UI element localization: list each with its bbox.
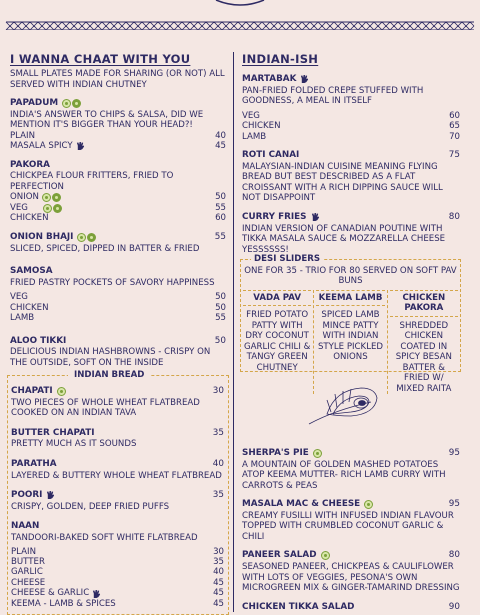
menu-item-poori: POORI 35 CRISPY, GOLDEN, DEEP FRIED PUFFS [11, 490, 224, 512]
menu-item-paratha: PARATHA 40 LAYERED & BUTTERY WHOLE WHEAT FLATBREAD [11, 458, 224, 481]
veg-leaf-icon [62, 99, 71, 108]
veg-leaf-icon [42, 193, 51, 202]
section-heading-indian-ish: INDIAN-ISH [242, 52, 319, 66]
item-option: MASALA SPICY 45 [10, 141, 226, 152]
menu-item-butter-chapati: BUTTER CHAPATI 35 PRETTY MUCH AS IT SOUNDS [11, 427, 224, 450]
vegan-icon [52, 193, 61, 202]
menu-item-pakora: PAKORA CHICKPEA FLOUR FRITTERS, FRIED TO PERFECTION ONION 50 VEG 55 CHICKEN 60 [10, 159, 226, 224]
right-lower-column [242, 440, 460, 612]
menu-item-papadum [10, 98, 226, 152]
menu-item-sherpas-pie: SHERPA'S PIE 95 A MOUNTAIN OF GOLDEN MASHED POTATOES ATOP KEEMA MUTTER- RICH LAMB CURRY WITH CARROTS & PEAS [242, 448, 460, 491]
chili-hand-icon [300, 74, 309, 84]
desi-sliders-subtitle: ONE FOR 35 - TRIO FOR 80 SERVED ON SOFT PAV BUNS [244, 266, 457, 287]
section-heading-chaat: I WANNA CHAAT WITH YOU [10, 52, 191, 66]
chili-hand-icon [92, 589, 101, 599]
slider-vada-pav: VADA PAV FRIED POTATO PATTY WITH DRY COCONUT GARLIC CHILI & TANGY GREEN CHUTNEY [241, 290, 313, 394]
slider-chicken-pakora: CHICKEN PAKORA SHREDDED CHICKEN COATED IN SPICY BESAN BATTER & FRIED W/ MIXED RAITA [387, 290, 460, 394]
desi-sliders-box [240, 254, 461, 394]
menu-item-roti-canai: ROTI CANAI 75 MALAYSIAN-INDIAN CUISINE MEANING FLYING BREAD BUT BEST DESCRIBED AS A FLAT CROISSANT WITH A RICH DIPPING SAUCE WILL NOT DISAPPOINT [242, 150, 460, 204]
chili-hand-icon [46, 490, 55, 500]
slider-keema-lamb: KEEMA LAMB SPICED LAMB MINCE PATTY WITH INDIAN STYLE PICKLED ONIONS [313, 290, 386, 394]
section-subtitle-chaat: SMALL PLATES MADE FOR SHARING (OR NOT) ALL SERVED WITH INDIAN CHUTNEY [10, 69, 225, 90]
indian-bread-box [7, 370, 229, 615]
menu-item-chapati: CHAPATI 30 TWO PIECES OF WHOLE WHEAT FLATBREAD COOKED ON AN INDIAN TAVA [11, 386, 224, 419]
veg-leaf-icon [321, 551, 330, 560]
veg-leaf-icon [57, 387, 66, 396]
menu-item-martabak: MARTABAK PAN-FRIED FOLDED CREPE STUFFED WITH GOODNESS, A MEAL IN ITSELF VEG 60 CHICKEN 65 LAMB 70 [242, 74, 460, 142]
peacock-feather-icon [305, 384, 379, 428]
column-divider [233, 52, 234, 612]
menu-item-masala-mac: MASALA MAC & CHEESE 95 CREAMY FUSILLI WITH INFUSED INDIAN FLAVOUR TOPPED WITH CRUMBLED COCONUT GARLIC & CHILI [242, 499, 460, 542]
menu-item-chicken-tikka-salad: CHICKEN TIKKA SALAD 90 [242, 601, 460, 612]
menu-item-naan: NAAN TANDOORI-BAKED SOFT WHITE FLATBREAD PLAIN 30 BUTTER 35 GARLIC 40 CHEESE 45 CHEESE & GARLIC 45 KEEMA - LAMB & SPICES 45 [11, 521, 224, 609]
item-name: PAPADUM [10, 97, 59, 108]
decorative-top-border [0, 0, 480, 30]
menu-item-curry-fries: CURRY FRIES 80 INDIAN VERSION OF CANADIAN POUTINE WITH TIKKA MASALA SAUCE & MOZZARELLA CHEESE YESSSSSS! [242, 211, 460, 255]
veg-leaf-icon [364, 500, 373, 509]
veg-leaf-icon [313, 449, 322, 458]
vegan-icon [53, 204, 62, 213]
item-description: INDIA'S ANSWER TO CHIPS & SALSA, DID WE MENTION IT'S BIGGER THAN YOUR HEAD?! [10, 109, 204, 131]
right-column [242, 52, 460, 255]
chili-hand-icon [311, 212, 320, 222]
veg-leaf-icon [43, 204, 52, 213]
menu-item-samosa: SAMOSA FRIED PASTRY POCKETS OF SAVORY HAPPINESS VEG 50 CHICKEN 50 LAMB 55 [10, 265, 226, 324]
desi-sliders-title: DESI SLIDERS [251, 254, 323, 264]
menu-item-onion-bhaji: ONION BHAJI 55 SLICED, SPICED, DIPPED IN BATTER & FRIED [10, 231, 226, 254]
menu-item-paneer-salad: PANEER SALAD 80 SEASONED PANEER, CHICKPEAS & CAULIFLOWER WITH LOTS OF VEGGIES, PESONA'S OWN MICROGREEN MIX & GINGER-TAMARIND DRESSING [242, 550, 460, 594]
item-option: PLAIN 40 [10, 130, 226, 141]
veg-leaf-icon [77, 233, 86, 242]
chili-hand-icon [76, 141, 85, 151]
indian-bread-title: INDIAN BREAD [68, 370, 150, 380]
vegan-icon [72, 99, 81, 108]
menu-item-aloo-tikki: ALOO TIKKI 50 DELICIOUS INDIAN HASHBROWNS - CRISPY ON THE OUTSIDE, SOFT ON THE INSIDE [10, 335, 226, 368]
vegan-icon [87, 233, 96, 242]
left-column [10, 52, 226, 368]
